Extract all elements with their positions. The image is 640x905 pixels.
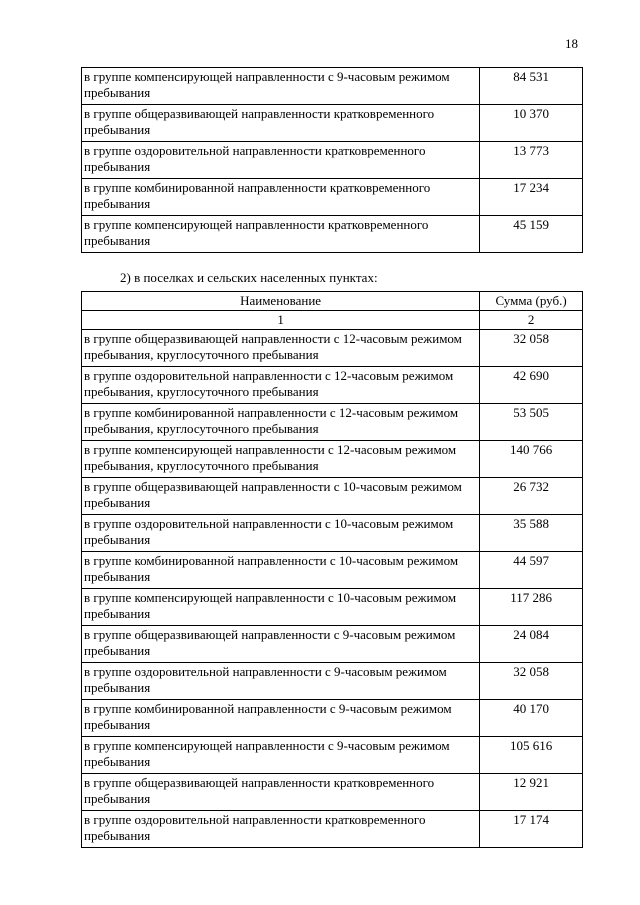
table-row (82, 105, 583, 142)
row-name: в группе общеразвивающей направленности кратковременного пребывания (82, 774, 480, 811)
row-name: в группе компенсирующей направленности с 9-часовым режимом пребывания (82, 737, 480, 774)
row-name: в группе комбинированной направленности с 12-часовым режимом пребывания, круглосуточного пребывания (82, 404, 480, 441)
table-row (82, 179, 583, 216)
column-header-sum: Сумма (руб.) (480, 292, 583, 311)
table-row (82, 216, 583, 253)
row-name: в группе комбинированной направленности с 10-часовым режимом пребывания (82, 552, 480, 589)
row-sum: 35 588 (480, 515, 583, 552)
row-name: в группе оздоровительной направленности кратковременного пребывания (82, 142, 480, 179)
table-header-row (82, 292, 583, 311)
table-row (82, 330, 583, 367)
row-name: в группе компенсирующей направленности кратковременного пребывания (82, 216, 480, 253)
row-sum: 10 370 (480, 105, 583, 142)
row-sum: 117 286 (480, 589, 583, 626)
row-sum: 140 766 (480, 441, 583, 478)
row-sum: 45 159 (480, 216, 583, 253)
row-name: в группе оздоровительной направленности с 10-часовым режимом пребывания (82, 515, 480, 552)
column-number-1: 1 (82, 311, 480, 330)
table-row (82, 142, 583, 179)
row-name: в группе общеразвивающей направленности с 10-часовым режимом пребывания (82, 478, 480, 515)
column-header-name: Наименование (82, 292, 480, 311)
table-row (82, 700, 583, 737)
row-name: в группе общеразвивающей направленности с 12-часовым режимом пребывания, круглосуточного пребывания (82, 330, 480, 367)
table-row (82, 68, 583, 105)
row-name: в группе компенсирующей направленности с 10-часовым режимом пребывания (82, 589, 480, 626)
row-sum: 42 690 (480, 367, 583, 404)
rural-cost-table (81, 291, 583, 848)
cost-table-continued (81, 67, 583, 253)
table-row (82, 515, 583, 552)
table-row (82, 737, 583, 774)
row-name: в группе оздоровительной направленности кратковременного пребывания (82, 811, 480, 848)
row-sum: 53 505 (480, 404, 583, 441)
row-sum: 12 921 (480, 774, 583, 811)
row-name: в группе общеразвивающей направленности с 9-часовым режимом пребывания (82, 626, 480, 663)
row-name: в группе компенсирующей направленности с 9-часовым режимом пребывания (82, 68, 480, 105)
table-row (82, 441, 583, 478)
section-heading: 2) в поселках и сельских населенных пунктах: (120, 270, 378, 285)
row-sum: 24 084 (480, 626, 583, 663)
row-sum: 40 170 (480, 700, 583, 737)
table-row (82, 589, 583, 626)
page-number: 18 (565, 36, 578, 51)
row-name: в группе оздоровительной направленности с 9-часовым режимом пребывания (82, 663, 480, 700)
table-row (82, 663, 583, 700)
table-row (82, 552, 583, 589)
table-row (82, 367, 583, 404)
row-name: в группе оздоровительной направленности с 12-часовым режимом пребывания, круглосуточного пребывания (82, 367, 480, 404)
row-name: в группе общеразвивающей направленности кратковременного пребывания (82, 105, 480, 142)
column-number-2: 2 (480, 311, 583, 330)
table-row (82, 626, 583, 663)
row-sum: 17 174 (480, 811, 583, 848)
row-sum: 26 732 (480, 478, 583, 515)
table-row (82, 478, 583, 515)
row-sum: 13 773 (480, 142, 583, 179)
row-name: в группе комбинированной направленности кратковременного пребывания (82, 179, 480, 216)
row-sum: 105 616 (480, 737, 583, 774)
column-numbering-row (82, 311, 583, 330)
row-sum: 32 058 (480, 330, 583, 367)
table-row (82, 811, 583, 848)
row-sum: 84 531 (480, 68, 583, 105)
row-name: в группе компенсирующей направленности с 12-часовым режимом пребывания, круглосуточного пребывания (82, 441, 480, 478)
table-row (82, 774, 583, 811)
row-sum: 17 234 (480, 179, 583, 216)
row-sum: 32 058 (480, 663, 583, 700)
table-row (82, 404, 583, 441)
row-name: в группе комбинированной направленности с 9-часовым режимом пребывания (82, 700, 480, 737)
row-sum: 44 597 (480, 552, 583, 589)
